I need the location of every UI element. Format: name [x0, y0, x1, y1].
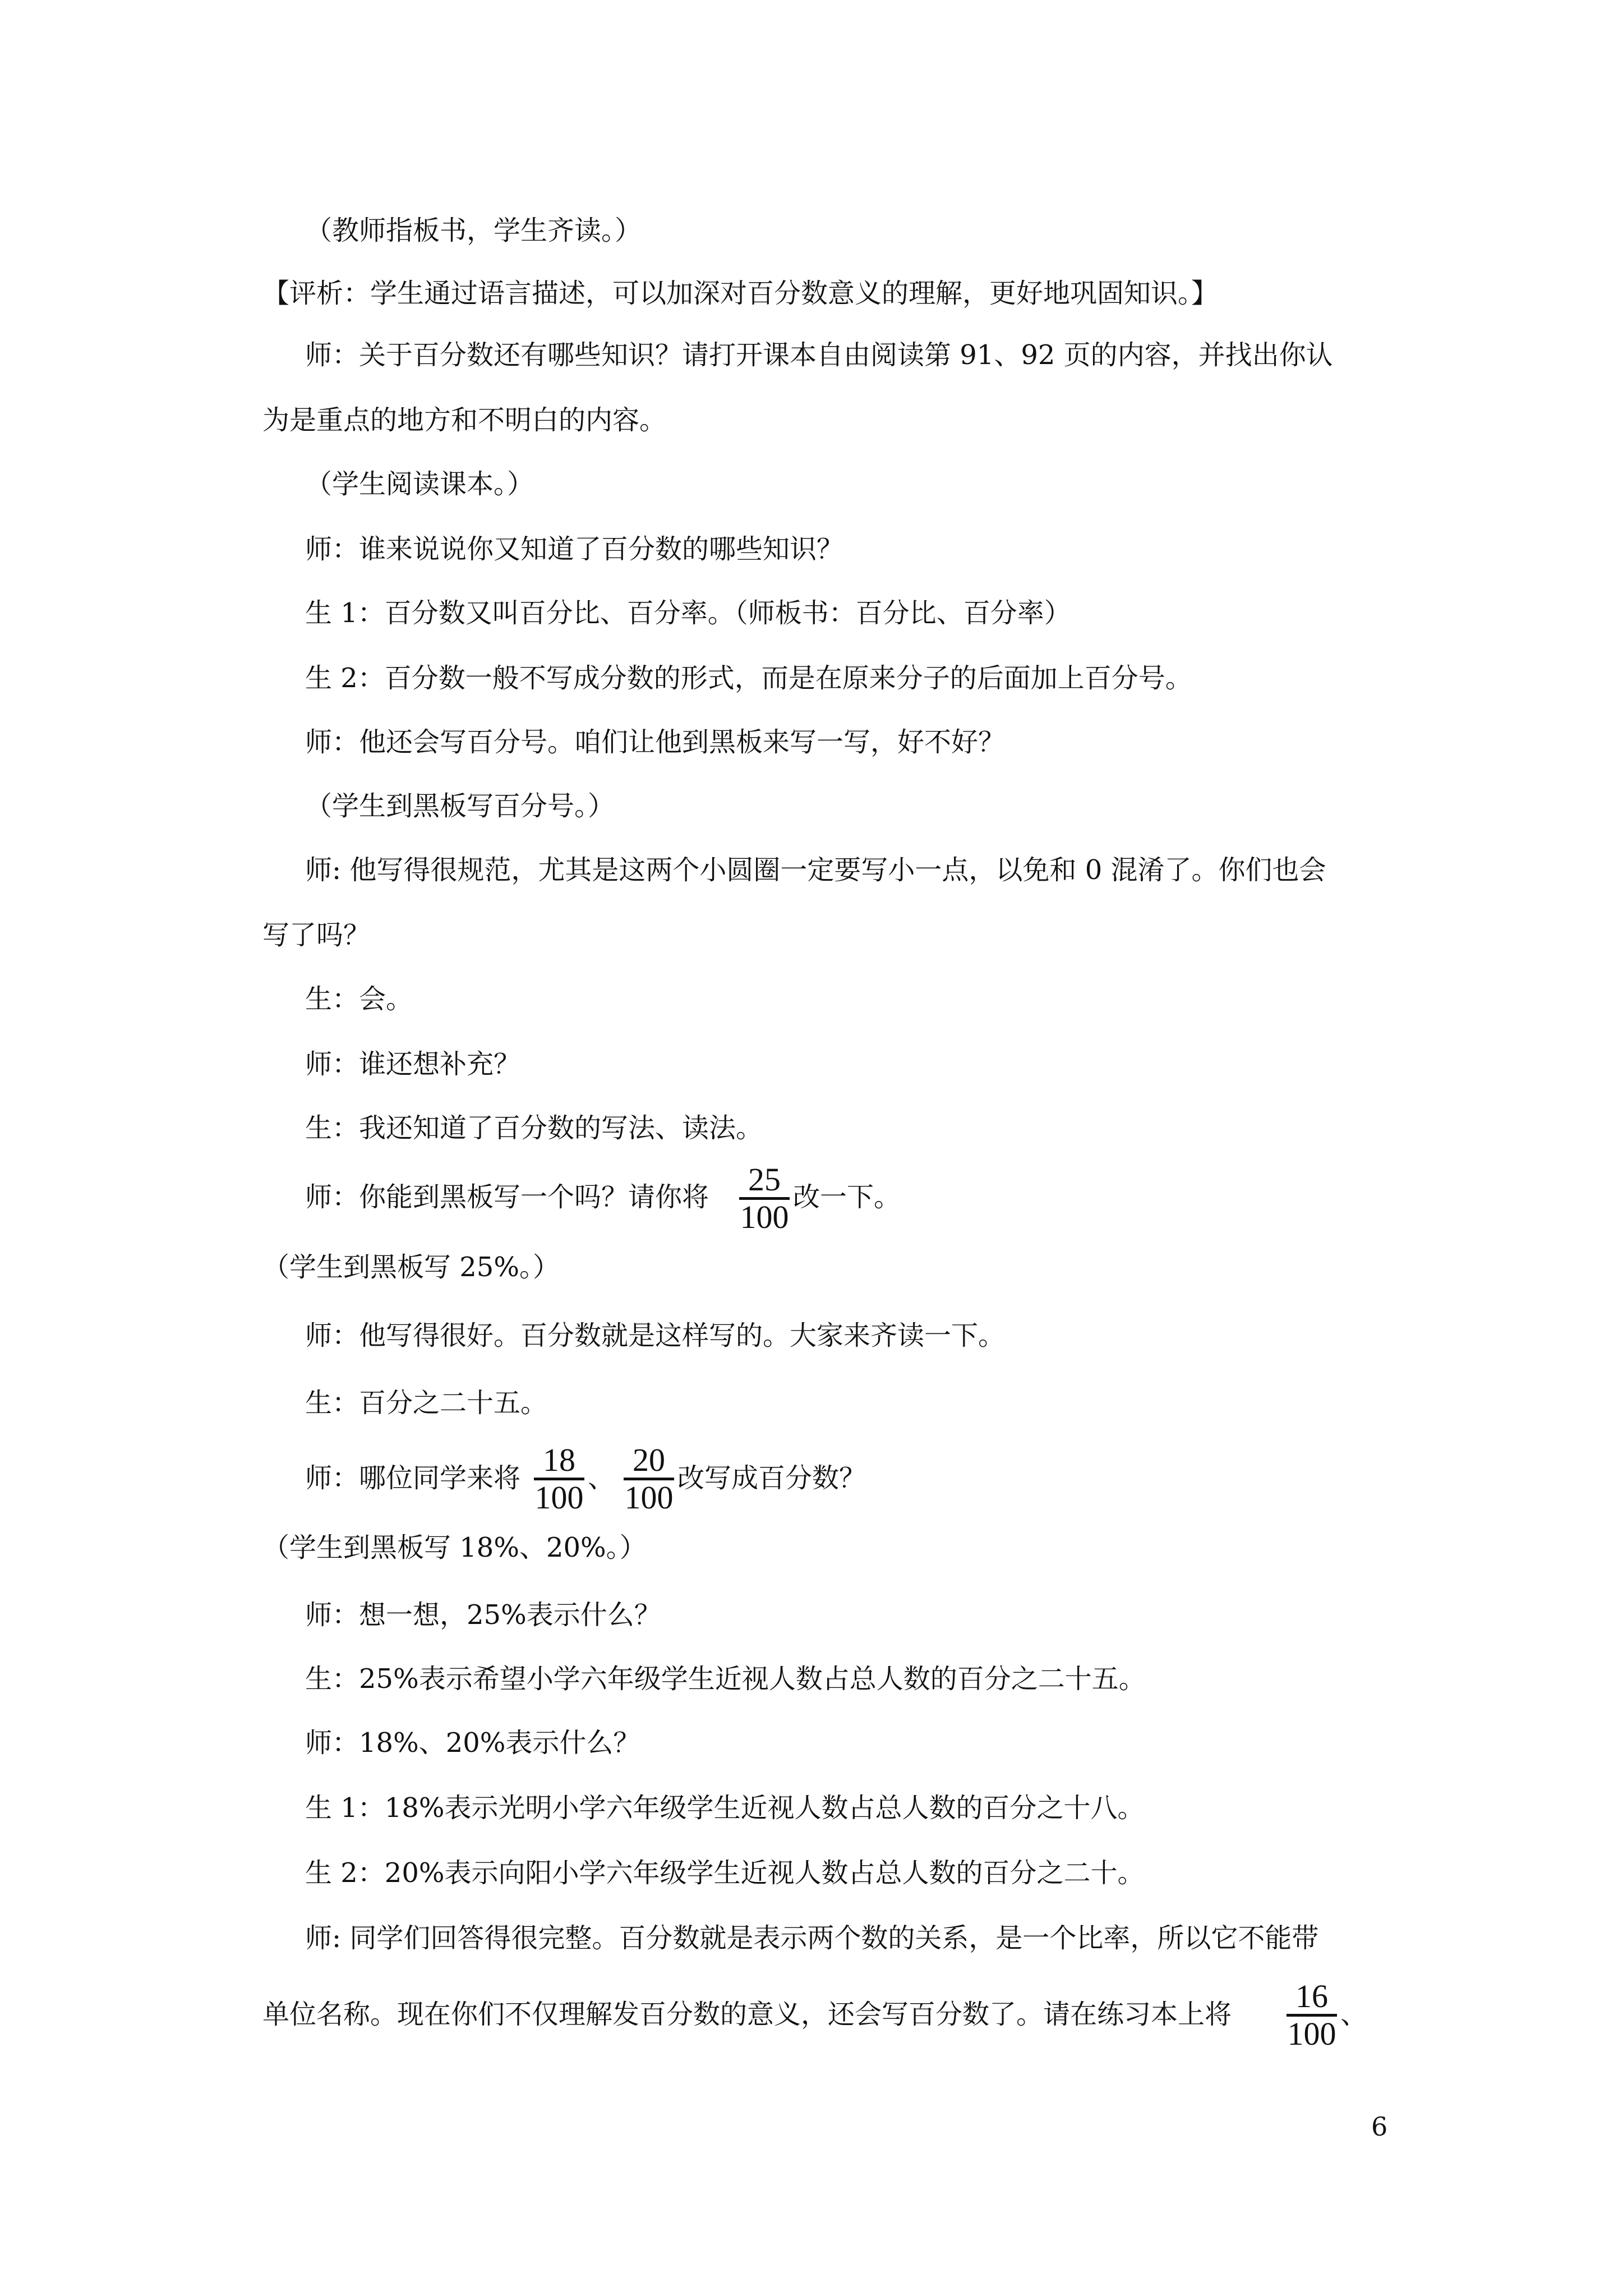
- text-line: 生 2：20%表示向阳小学六年级学生近视人数占总人数的百分之二十。: [305, 1857, 1145, 1889]
- text-line: 改写成百分数？: [677, 1462, 866, 1494]
- fraction-numerator: 18: [543, 1442, 575, 1478]
- fraction-denominator: 100: [1287, 2014, 1337, 2051]
- text-line: （学生到黑板写 25%。）: [262, 1251, 560, 1283]
- text-line: 师: 他写得很规范，尤其是这两个小圆圈一定要写小一点，以免和 0 混淆了。你们也会: [305, 854, 1326, 886]
- text-line: （学生到黑板写 18%、20%。）: [262, 1532, 647, 1563]
- fraction-denominator: 100: [624, 1478, 674, 1515]
- text-line: （教师指板书，学生齐读。）: [305, 215, 642, 246]
- text-line: 写了吗？: [262, 919, 371, 951]
- fraction-numerator: 25: [748, 1161, 781, 1198]
- fraction-denominator: 100: [739, 1197, 790, 1235]
- text-line: 、: [588, 1462, 615, 1494]
- fraction-25-100: [739, 1162, 790, 1235]
- fraction-20-100: [624, 1443, 674, 1515]
- text-line: 生：25%表示希望小学六年级学生近视人数占总人数的百分之二十五。: [305, 1663, 1146, 1695]
- text-line: 师：哪位同学来将: [305, 1462, 521, 1494]
- text-line: 师：他还会写百分号。咱们让他到黑板来写一写，好不好？: [305, 726, 1006, 758]
- text-line: 生 1：18%表示光明小学六年级学生近视人数占总人数的百分之十八。: [305, 1792, 1145, 1824]
- text-line: 生：会。: [305, 983, 413, 1015]
- text-line: 师：你能到黑板写一个吗？请你将: [305, 1181, 709, 1213]
- text-line: 为是重点的地方和不明白的内容。: [262, 404, 667, 436]
- fraction-numerator: 20: [633, 1442, 665, 1478]
- text-line: 生：我还知道了百分数的写法、读法。: [305, 1112, 763, 1144]
- text-line: 师：想一想，25%表示什么？: [305, 1599, 661, 1631]
- text-line: 单位名称。现在你们不仅理解发百分数的意义，还会写百分数了。请在练习本上将: [262, 1999, 1232, 2030]
- text-line: 师：关于百分数还有哪些知识？请打开课本自由阅读第 91、92 页的内容，并找出你认: [305, 339, 1333, 371]
- page-number: 6: [1371, 2111, 1388, 2142]
- text-line: 生 2：百分数一般不写成分数的形式，而是在原来分子的后面加上百分号。: [305, 662, 1192, 694]
- text-line: （学生阅读课本。）: [305, 468, 534, 500]
- text-line: 师：谁来说说你又知道了百分数的哪些知识？: [305, 533, 844, 565]
- text-line: 师：18%、20%表示什么？: [305, 1727, 640, 1759]
- fraction-denominator: 100: [534, 1478, 584, 1515]
- fraction-numerator: 16: [1295, 1978, 1328, 2014]
- text-line: 、: [1340, 1999, 1368, 2030]
- text-line: 改一下。: [793, 1181, 901, 1213]
- fraction-18-100: [534, 1443, 584, 1515]
- text-line: 生 1：百分数又叫百分比、百分率。（师板书：百分比、百分率）: [305, 597, 1071, 629]
- fraction-16-100: [1287, 1979, 1337, 2051]
- text-line: （学生到黑板写百分号。）: [305, 790, 615, 822]
- text-line: 【评析：学生通过语言描述，可以加深对百分数意义的理解，更好地巩固知识。】: [262, 278, 1219, 309]
- text-line: 生：百分之二十五。: [305, 1387, 548, 1419]
- text-line: 师：他写得很好。百分数就是这样写的。大家来齐读一下。: [305, 1320, 1006, 1351]
- text-line: 师: 同学们回答得很完整。百分数就是表示两个数的关系，是一个比率，所以它不能带: [305, 1922, 1319, 1954]
- text-line: 师：谁还想补充？: [305, 1048, 521, 1080]
